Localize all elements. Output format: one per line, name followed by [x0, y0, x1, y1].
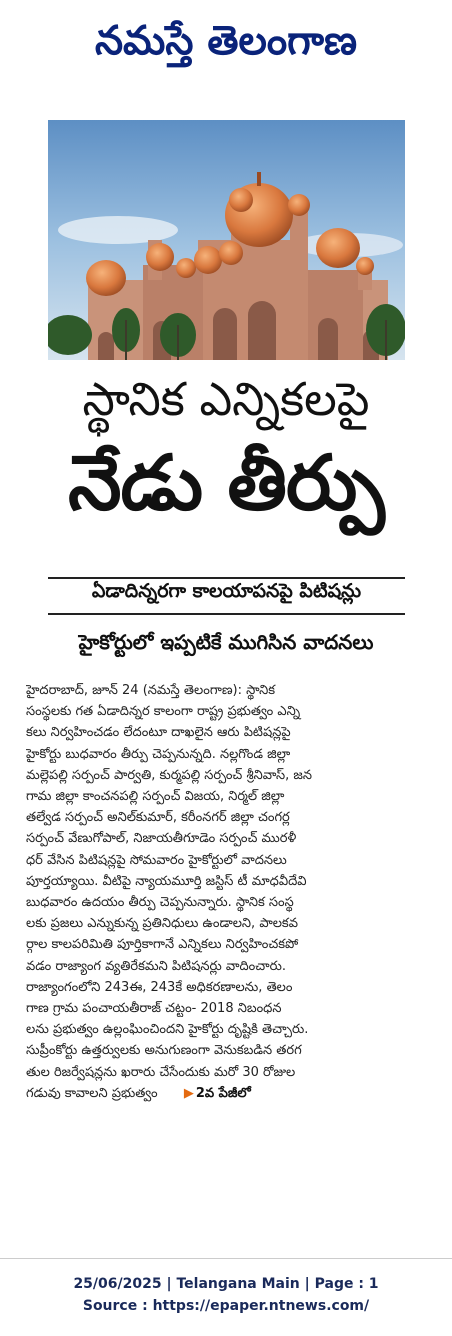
subhead-2: హైకోర్టులో ఇప్పటికే ముగిసిన వాదనలు [78, 630, 374, 654]
continued-on-page: 2వ పేజీలో [195, 1085, 251, 1101]
footer-edition-info: 25/06/2025 | Telangana Main | Page : 1 [73, 1276, 379, 1292]
article-line: గామ జిల్లా కాంచనపల్లి సర్పంచ్ విజయ, నిర్మల్ జిల్లా [26, 789, 285, 805]
article-line: కలు నిర్వహించడం లేదంటూ దాఖలైన ఆరు పిటిషన్లపై [26, 725, 291, 741]
article-line: వడం రాజ్యాంగ వ్యతిరేకమని పిటిషనర్లు వాదించారు. [26, 958, 286, 974]
article-line: తుల రిజర్వేషన్లను ఖరారు చేసేందుకు మరో 30 రోజుల [26, 1064, 296, 1080]
article-line: సుప్రీంకోర్టు ఉత్తర్వులకు అనుగుణంగా వెనుకబడిన తరగ [26, 1043, 302, 1059]
article-line: పూర్తయ్యాయి. వీటిపై న్యాయమూర్తి జస్టిస్ టీ మాధవీదేవి [26, 873, 307, 889]
article-line: లను ప్రభుత్వం ఉల్లంఘించిందని హైకోర్టు దృష్టికి తెచ్చారు. [26, 1022, 309, 1038]
article-line: సంస్థలకు గత ఏడాదిన్నర కాలంగా రాష్ట్ర ప్రభుత్వం ఎన్ని [26, 704, 301, 720]
article-line: రాజ్యాంగంలోని 243ఈ, 243కే అధికరణాలను, తెలం [26, 979, 293, 995]
article-line: బుధవారం ఉదయం తీర్పు చెప్పనున్నారు. స్థానిక సంస్థ [26, 895, 294, 911]
article-line: లకు ప్రజలు ఎన్నుకున్న ప్రతినిధులు ఉండాలని, పాలకవ [26, 916, 298, 932]
article-body [26, 680, 430, 1104]
article-line: తల్వేడ సర్పంచ్ అనిల్‌కుమార్, కరీంనగర్ జిల్లా చంగర్ల [26, 810, 290, 826]
headline-line-2: నేడు తీర్పు [68, 438, 384, 527]
headline-line-1: స్థానిక ఎన్నికలపై [82, 372, 370, 426]
continued-arrow-icon: ▶ [183, 1085, 194, 1101]
article-line: ధర్ వేసిన పిటిషన్లపై సోమవారం హైకోర్టులో వాదనలు [26, 852, 287, 868]
article-line: గడువు కావాలని ప్రభుత్వం [26, 1085, 158, 1101]
article-line: హైదరాబాద్, జూన్ 24 (నమస్తే తెలంగాణ): స్థానిక [26, 683, 276, 698]
high-court-photo [48, 120, 405, 360]
article-line: హైకోర్టు బుధవారం తీర్పు చెప్పనున్నది. నల్లగొండ జిల్లా [26, 746, 291, 762]
masthead [0, 0, 452, 100]
article-line: సర్పంచ్ వేణుగోపాల్, నిజాయతీగూడెం సర్పంచ్ మురళీ [26, 831, 297, 847]
article-last-line [26, 1083, 430, 1104]
footer-source-link[interactable]: Source : https://epaper.ntnews.com/ [82, 1298, 370, 1314]
masthead-title: నమస్తే తెలంగాణ [94, 18, 358, 64]
article-line: ర్గాల కాలపరిమితి పూర్తికాగానే ఎన్నికలు నిర్వహించకపో [26, 937, 299, 953]
subhead-1: ఏడాదిన్నరగా కాలయాపనపై పిటిషన్లు [91, 580, 362, 602]
article-line: గాణ గ్రామ పంచాయతీరాజ్ చట్టం- 2018 నిబంధన [26, 1001, 282, 1017]
article-line: మల్లెపల్లి సర్పంచ్ పార్వతి, కుర్మపల్లి సర్పంచ్ శ్రీనివాస్, జన [26, 767, 312, 783]
footer-divider [0, 1258, 452, 1259]
